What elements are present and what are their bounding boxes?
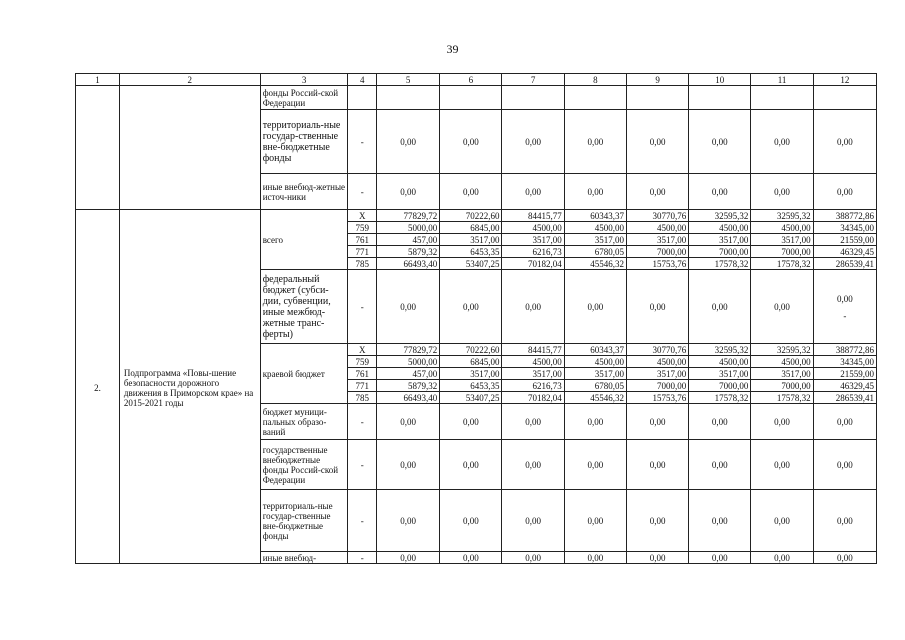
value-cell: 0,00 (751, 404, 813, 440)
value-cell: 7000,00 (689, 380, 751, 392)
value-cell: 3517,00 (440, 368, 502, 380)
value-cell (626, 86, 688, 110)
value-cell: 7000,00 (626, 380, 688, 392)
code-cell: - (348, 440, 377, 490)
code-cell: 759 (348, 222, 377, 234)
value-cell: 70222,60 (440, 210, 502, 222)
program-name: Подпрограмма «Повы-шение безопасности дорожного движения в Приморском крае» на 2015-2021 годы (119, 210, 260, 564)
value-cell: 17578,32 (751, 258, 813, 270)
value-cell: 6453,35 (440, 246, 502, 258)
header-cell: 5 (377, 74, 440, 86)
value-cell: 0,00 (502, 174, 564, 210)
code-cell: 771 (348, 246, 377, 258)
value-cell: 46329,45 (813, 246, 876, 258)
code-cell: 761 (348, 234, 377, 246)
value-cell: 60343,37 (564, 210, 626, 222)
value-cell: 4500,00 (564, 222, 626, 234)
value-cell: 0,00 (751, 440, 813, 490)
value-cell: 0,00 (377, 270, 440, 344)
empty-cell (76, 86, 120, 210)
value-cell: 0,00 (689, 440, 751, 490)
value-cell: 15753,76 (626, 392, 688, 404)
value-cell: 32595,32 (689, 344, 751, 356)
code-cell: Х (348, 344, 377, 356)
value-cell: 3517,00 (626, 234, 688, 246)
value-cell: 3517,00 (502, 368, 564, 380)
value-cell: 70182,04 (502, 392, 564, 404)
value-cell: 5000,00 (377, 356, 440, 368)
value-cell: 5879,32 (377, 246, 440, 258)
page-number: 39 (446, 42, 459, 56)
code-cell: - (348, 174, 377, 210)
value-cell: 84415,77 (502, 344, 564, 356)
value-cell: 4500,00 (751, 222, 813, 234)
value-cell (502, 86, 564, 110)
value-cell: 0,00 (751, 174, 813, 210)
code-cell: - (348, 490, 377, 552)
value-cell: 0,00 (689, 552, 751, 564)
code-cell: - (348, 110, 377, 174)
value-cell: 0,00 (377, 552, 440, 564)
code-cell: 761 (348, 368, 377, 380)
source-label: иные внебюд- (260, 552, 348, 564)
value-cell: 17578,32 (689, 258, 751, 270)
value-cell: 0,00 (751, 110, 813, 174)
value-cell: 5000,00 (377, 222, 440, 234)
table-row (76, 210, 877, 222)
source-label: краевой бюджет (260, 344, 348, 404)
source-label: территориаль-ные государ-ственные вне-бюджетные фонды (260, 110, 348, 174)
dash-mark: - (843, 310, 847, 321)
table-row (76, 86, 877, 110)
value-cell: 0,00 (377, 490, 440, 552)
header-cell: 3 (260, 74, 348, 86)
value-cell: 0,00 (440, 110, 502, 174)
value-cell: 21559,00 (813, 234, 876, 246)
value-text: 0,00 (836, 293, 853, 304)
value-cell: 4500,00 (626, 222, 688, 234)
header-cell: 12 (813, 74, 876, 86)
header-cell: 8 (564, 74, 626, 86)
value-cell: 457,00 (377, 234, 440, 246)
source-label: государственные внебюджетные фонды Россий-ской Федерации (260, 440, 348, 490)
value-cell: 0,00 (502, 490, 564, 552)
value-cell (440, 86, 502, 110)
header-cell: 6 (440, 74, 502, 86)
source-label: иные внебюд-жетные источ-ники (260, 174, 348, 210)
value-cell: 0,00 (626, 270, 688, 344)
code-cell: - (348, 270, 377, 344)
value-cell: 70222,60 (440, 344, 502, 356)
value-cell: 0,00 (813, 174, 876, 210)
value-cell: 0,00 (564, 440, 626, 490)
value-cell: 0,00 (626, 490, 688, 552)
value-cell: 286539,41 (813, 258, 876, 270)
value-cell: 66493,40 (377, 258, 440, 270)
empty-cell (119, 86, 260, 210)
value-cell: 3517,00 (689, 234, 751, 246)
value-cell: 3517,00 (502, 234, 564, 246)
value-cell: 0,00 (689, 270, 751, 344)
header-cell: 4 (348, 74, 377, 86)
value-cell: 4500,00 (564, 356, 626, 368)
value-cell: 30770,76 (626, 210, 688, 222)
value-cell: 0,00 (502, 440, 564, 490)
value-cell: 32595,32 (751, 344, 813, 356)
value-cell: 5879,32 (377, 380, 440, 392)
value-cell: 84415,77 (502, 210, 564, 222)
header-cell: 2 (119, 74, 260, 86)
code-cell: 771 (348, 380, 377, 392)
value-cell: 0,00 (440, 552, 502, 564)
value-cell: 77829,72 (377, 210, 440, 222)
value-cell: 0,00 (502, 552, 564, 564)
value-cell: 0,00 (564, 110, 626, 174)
value-cell: 6845,00 (440, 356, 502, 368)
value-cell: 0,00 (377, 440, 440, 490)
source-label: территориаль-ные государ-ственные вне-бюджетные фонды (260, 490, 348, 552)
value-cell: 0,00 (377, 404, 440, 440)
value-cell: 0,00 (626, 552, 688, 564)
budget-table (75, 73, 877, 564)
value-cell: 6780,05 (564, 380, 626, 392)
value-cell: 0,00 (813, 552, 876, 564)
value-cell: 3517,00 (751, 368, 813, 380)
value-cell: 0,00 (689, 490, 751, 552)
header-cell: 1 (76, 74, 120, 86)
value-cell: 6216,73 (502, 380, 564, 392)
value-cell: 0,00 (377, 174, 440, 210)
value-cell: 45546,32 (564, 258, 626, 270)
value-cell: 3517,00 (626, 368, 688, 380)
value-cell: 0,00 (813, 404, 876, 440)
value-cell: 0,00 (626, 110, 688, 174)
value-cell: 0,00 (440, 270, 502, 344)
source-label: федеральный бюджет (субси-дии, субвенции, иные межбюд-жетные транс-ферты) (260, 270, 348, 344)
value-cell: 0,00 (440, 404, 502, 440)
value-cell: 457,00 (377, 368, 440, 380)
value-cell: 0,00 (502, 110, 564, 174)
value-cell: 15753,76 (626, 258, 688, 270)
value-cell: 0,00 (502, 270, 564, 344)
code-cell (348, 86, 377, 110)
value-cell: 0,00 (440, 174, 502, 210)
header-cell: 7 (502, 74, 564, 86)
value-cell: 0,00 (689, 174, 751, 210)
value-cell: 21559,00 (813, 368, 876, 380)
value-cell (813, 86, 876, 110)
source-label: фонды Россий-ской Федерации (260, 86, 348, 110)
value-cell (751, 86, 813, 110)
value-cell: 70182,04 (502, 258, 564, 270)
value-cell: 7000,00 (626, 246, 688, 258)
header-cell: 9 (626, 74, 688, 86)
value-cell: 7000,00 (689, 246, 751, 258)
value-cell: 6216,73 (502, 246, 564, 258)
value-cell (813, 270, 876, 344)
value-cell: 0,00 (751, 490, 813, 552)
source-label: бюджет муници-пальных образо-ваний (260, 404, 348, 440)
value-cell: 3517,00 (751, 234, 813, 246)
value-cell: 0,00 (751, 270, 813, 344)
value-cell: 30770,76 (626, 344, 688, 356)
value-cell: 0,00 (813, 490, 876, 552)
value-cell: 0,00 (751, 552, 813, 564)
value-cell: 17578,32 (689, 392, 751, 404)
header-cell: 10 (689, 74, 751, 86)
value-cell: 53407,25 (440, 258, 502, 270)
value-cell: 34345,00 (813, 222, 876, 234)
value-cell: 0,00 (626, 440, 688, 490)
value-cell: 0,00 (564, 270, 626, 344)
value-cell: 0,00 (502, 404, 564, 440)
value-cell: 7000,00 (751, 380, 813, 392)
value-cell: 0,00 (564, 404, 626, 440)
value-cell: 0,00 (813, 110, 876, 174)
value-cell: 53407,25 (440, 392, 502, 404)
value-cell: 46329,45 (813, 380, 876, 392)
value-cell: 388772,86 (813, 344, 876, 356)
value-cell: 6780,05 (564, 246, 626, 258)
value-cell: 17578,32 (751, 392, 813, 404)
value-cell: 34345,00 (813, 356, 876, 368)
value-cell: 32595,32 (689, 210, 751, 222)
value-cell: 0,00 (689, 404, 751, 440)
value-cell: 3517,00 (689, 368, 751, 380)
value-cell: 6845,00 (440, 222, 502, 234)
value-cell: 4500,00 (751, 356, 813, 368)
value-cell: 4500,00 (502, 356, 564, 368)
value-cell: 0,00 (626, 174, 688, 210)
value-cell: 4500,00 (626, 356, 688, 368)
code-cell: 785 (348, 258, 377, 270)
value-cell: 0,00 (440, 440, 502, 490)
value-cell: 0,00 (689, 110, 751, 174)
header-cell: 11 (751, 74, 813, 86)
value-cell (377, 86, 440, 110)
value-cell: 77829,72 (377, 344, 440, 356)
value-cell: 286539,41 (813, 392, 876, 404)
code-cell: - (348, 404, 377, 440)
source-label: всего (260, 210, 348, 270)
value-cell: 0,00 (626, 404, 688, 440)
value-cell: 0,00 (564, 552, 626, 564)
value-cell: 3517,00 (440, 234, 502, 246)
value-cell: 66493,40 (377, 392, 440, 404)
value-cell: 3517,00 (564, 368, 626, 380)
value-cell: 4500,00 (689, 222, 751, 234)
code-cell: Х (348, 210, 377, 222)
value-cell: 45546,32 (564, 392, 626, 404)
value-cell: 60343,37 (564, 344, 626, 356)
value-cell: 0,00 (813, 440, 876, 490)
code-cell: - (348, 552, 377, 564)
header-row (76, 74, 877, 86)
value-cell: 0,00 (564, 174, 626, 210)
value-cell: 6453,35 (440, 380, 502, 392)
program-number: 2. (76, 210, 120, 564)
value-cell (689, 86, 751, 110)
value-cell: 0,00 (440, 490, 502, 552)
value-cell: 4500,00 (689, 356, 751, 368)
value-cell: 0,00 (564, 490, 626, 552)
value-cell: 0,00 (377, 110, 440, 174)
value-cell: 7000,00 (751, 246, 813, 258)
value-cell: 388772,86 (813, 210, 876, 222)
code-cell: 759 (348, 356, 377, 368)
code-cell: 785 (348, 392, 377, 404)
value-cell: 3517,00 (564, 234, 626, 246)
value-cell: 4500,00 (502, 222, 564, 234)
value-cell: 32595,32 (751, 210, 813, 222)
value-cell (564, 86, 626, 110)
